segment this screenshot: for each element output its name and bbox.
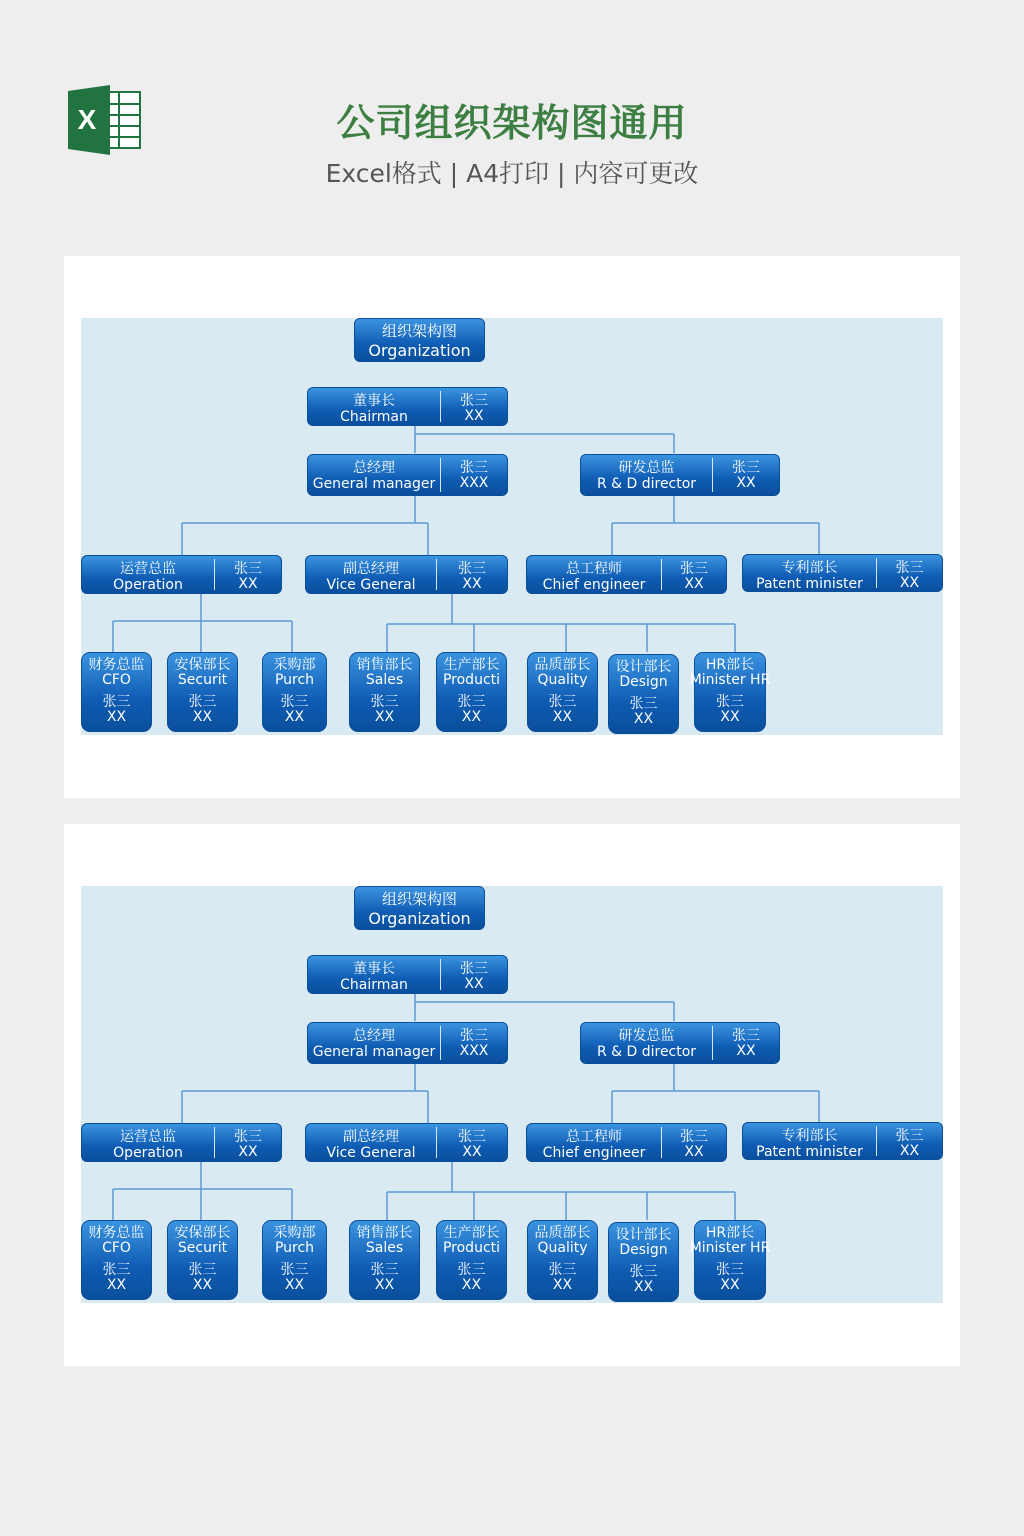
person-code: XX — [238, 576, 258, 592]
org-root-title-en: Organization — [368, 909, 471, 928]
chief-engineer-box — [526, 1123, 727, 1162]
department-title-cn: HR部长 — [705, 657, 755, 673]
department-title-cn: 品质部长 — [534, 657, 591, 673]
org-root-box — [354, 886, 485, 930]
excel-logo-letter: X — [77, 104, 97, 135]
position-title-en: R & D director — [596, 476, 697, 492]
chairman-box — [307, 387, 508, 426]
page-subtitle: Excel格式 | A4打印 | 内容可更改 — [325, 159, 699, 188]
person-code: XX — [552, 709, 573, 725]
person-name: 张三 — [680, 561, 708, 577]
person-name: 张三 — [102, 694, 131, 710]
person-code: XX — [684, 576, 704, 592]
position-title-cn: 董事长 — [353, 961, 395, 977]
org-chart-panel — [81, 886, 943, 1303]
person-code: XX — [633, 711, 654, 727]
chief-engineer-box — [526, 555, 727, 594]
position-title-en: General manager — [312, 1044, 436, 1060]
department-title-en: Securit — [177, 672, 228, 688]
department-title-en: Sales — [365, 1240, 404, 1256]
person-code: XX — [284, 709, 305, 725]
department-box — [349, 652, 420, 732]
department-title-en: CFO — [102, 1240, 131, 1256]
chairman-box — [307, 955, 508, 994]
person-code: XX — [736, 475, 756, 491]
department-box — [81, 1220, 152, 1300]
department-title-cn: 安保部长 — [174, 657, 231, 673]
position-title-en: Patent minister — [756, 576, 863, 592]
operation-box — [81, 1123, 282, 1162]
person-code: XX — [720, 1277, 740, 1293]
sheet-preview-2 — [64, 824, 960, 1366]
person-name: 张三 — [102, 1262, 131, 1278]
person-code: XX — [461, 709, 482, 725]
person-name: 张三 — [234, 561, 262, 577]
position-title-en: Patent minister — [756, 1144, 863, 1160]
sheet-preview-1 — [64, 256, 960, 798]
department-box — [167, 652, 238, 732]
person-name: 张三 — [629, 696, 658, 712]
position-title-en: R & D director — [596, 1044, 697, 1060]
department-title-cn: 安保部长 — [174, 1225, 231, 1241]
department-box — [689, 1220, 771, 1300]
department-title-en: Quality — [537, 1240, 588, 1256]
person-name: 张三 — [716, 694, 744, 710]
person-code: XXX — [459, 475, 489, 491]
department-box — [262, 652, 327, 732]
department-title-cn: 设计部长 — [615, 1227, 672, 1243]
department-box — [608, 654, 679, 734]
department-box — [436, 652, 507, 732]
position-title-cn: 研发总监 — [618, 460, 675, 476]
position-title-cn: 总经理 — [353, 460, 395, 476]
department-box — [608, 1222, 679, 1302]
department-title-cn: 采购部 — [273, 1225, 316, 1241]
org-root-box — [354, 318, 485, 362]
department-title-cn: 品质部长 — [534, 1225, 591, 1241]
position-title-cn: 研发总监 — [618, 1028, 675, 1044]
org-root-title-en: Organization — [368, 341, 471, 360]
person-name: 张三 — [457, 1262, 486, 1278]
position-title-cn: 总工程师 — [566, 1129, 622, 1145]
department-box — [689, 652, 771, 732]
person-code: XX — [106, 709, 127, 725]
general-manager-box — [307, 454, 508, 496]
person-code: XXX — [459, 1043, 489, 1059]
department-box — [349, 1220, 420, 1300]
department-title-cn: 采购部 — [273, 657, 316, 673]
person-code: XX — [106, 1277, 127, 1293]
department-title-en: Purch — [274, 672, 315, 688]
position-title-cn: 专利部长 — [781, 1128, 838, 1144]
department-title-en: Design — [619, 674, 668, 690]
person-name: 张三 — [234, 1129, 262, 1145]
person-code: XX — [461, 1277, 482, 1293]
position-title-en: Operation — [113, 577, 183, 593]
position-title-en: Vice General — [326, 577, 416, 593]
person-code: XX — [552, 1277, 573, 1293]
person-code: XX — [633, 1279, 654, 1295]
vice-general-box — [305, 1123, 508, 1162]
org-root-title-cn: 组织架构图 — [381, 322, 457, 340]
department-title-en: Design — [619, 1242, 668, 1258]
person-code: XX — [462, 1144, 482, 1160]
person-name: 张三 — [458, 1129, 486, 1145]
person-code: XX — [720, 709, 740, 725]
person-name: 张三 — [732, 460, 760, 476]
person-name: 张三 — [188, 694, 217, 710]
person-name: 张三 — [548, 1262, 577, 1278]
position-title-en: Chairman — [340, 409, 408, 425]
department-box — [81, 652, 152, 732]
org-root-title-cn: 组织架构图 — [381, 890, 457, 908]
department-title-cn: HR部长 — [705, 1225, 755, 1241]
person-code: XX — [899, 1143, 920, 1159]
person-name: 张三 — [548, 694, 577, 710]
department-title-cn: 财务总监 — [88, 657, 145, 673]
person-name: 张三 — [458, 561, 486, 577]
position-title-en: Chief engineer — [542, 577, 646, 593]
department-box — [167, 1220, 238, 1300]
person-name: 张三 — [680, 1129, 708, 1145]
department-title-cn: 销售部长 — [356, 1225, 413, 1241]
person-name: 张三 — [188, 1262, 217, 1278]
person-name: 张三 — [280, 694, 309, 710]
position-title-cn: 运营总监 — [120, 561, 176, 577]
person-name: 张三 — [895, 1128, 924, 1144]
person-name: 张三 — [716, 1262, 744, 1278]
person-name: 张三 — [370, 694, 399, 710]
position-title-cn: 总经理 — [353, 1028, 395, 1044]
person-name: 张三 — [460, 460, 488, 476]
department-title-cn: 销售部长 — [356, 657, 413, 673]
person-name: 张三 — [629, 1264, 658, 1280]
position-title-cn: 副总经理 — [343, 561, 399, 577]
person-name: 张三 — [280, 1262, 309, 1278]
department-title-cn: 生产部长 — [443, 1225, 500, 1241]
person-name: 张三 — [370, 1262, 399, 1278]
person-code: XX — [192, 709, 213, 725]
rd-director-box — [580, 1022, 780, 1064]
person-name: 张三 — [457, 694, 486, 710]
patent-minister-box — [742, 1122, 943, 1160]
department-title-en: Securit — [177, 1240, 228, 1256]
general-manager-box — [307, 1022, 508, 1064]
person-code: XX — [684, 1144, 704, 1160]
department-title-en: CFO — [102, 672, 131, 688]
department-title-en: Purch — [274, 1240, 315, 1256]
department-title-en: Producti — [442, 1240, 501, 1256]
person-code: XX — [464, 408, 484, 424]
page-title: 公司组织架构图通用 — [336, 101, 688, 145]
department-title-en: Sales — [365, 672, 404, 688]
position-title-cn: 专利部长 — [781, 560, 838, 576]
department-box — [527, 1220, 598, 1300]
position-title-en: Chairman — [340, 977, 408, 993]
person-code: XX — [284, 1277, 305, 1293]
position-title-cn: 董事长 — [353, 393, 395, 409]
person-code: XX — [192, 1277, 213, 1293]
person-code: XX — [736, 1043, 756, 1059]
department-box — [527, 652, 598, 732]
position-title-cn: 副总经理 — [343, 1129, 399, 1145]
person-code: XX — [464, 976, 484, 992]
vice-general-box — [305, 555, 508, 594]
position-title-en: General manager — [312, 476, 436, 492]
person-code: XX — [462, 576, 482, 592]
department-title-cn: 生产部长 — [443, 657, 500, 673]
person-code: XX — [374, 709, 395, 725]
position-title-en: Vice General — [326, 1145, 416, 1161]
person-name: 张三 — [460, 961, 488, 977]
person-code: XX — [899, 575, 920, 591]
person-name: 张三 — [895, 560, 924, 576]
rd-director-box — [580, 454, 780, 496]
org-chart-panel — [81, 318, 943, 735]
department-title-en: Minister HR — [689, 672, 771, 688]
person-name: 张三 — [460, 1028, 488, 1044]
department-title-en: Minister HR — [689, 1240, 771, 1256]
department-title-cn: 设计部长 — [615, 659, 672, 675]
position-title-cn: 总工程师 — [566, 561, 622, 577]
person-code: XX — [374, 1277, 395, 1293]
person-name: 张三 — [732, 1028, 760, 1044]
position-title-en: Operation — [113, 1145, 183, 1161]
operation-box — [81, 555, 282, 594]
position-title-cn: 运营总监 — [120, 1129, 176, 1145]
department-box — [262, 1220, 327, 1300]
person-code: XX — [238, 1144, 258, 1160]
position-title-en: Chief engineer — [542, 1145, 646, 1161]
patent-minister-box — [742, 554, 943, 592]
department-title-cn: 财务总监 — [88, 1225, 145, 1241]
department-title-en: Producti — [442, 672, 501, 688]
department-box — [436, 1220, 507, 1300]
department-title-en: Quality — [537, 672, 588, 688]
person-name: 张三 — [460, 393, 488, 409]
